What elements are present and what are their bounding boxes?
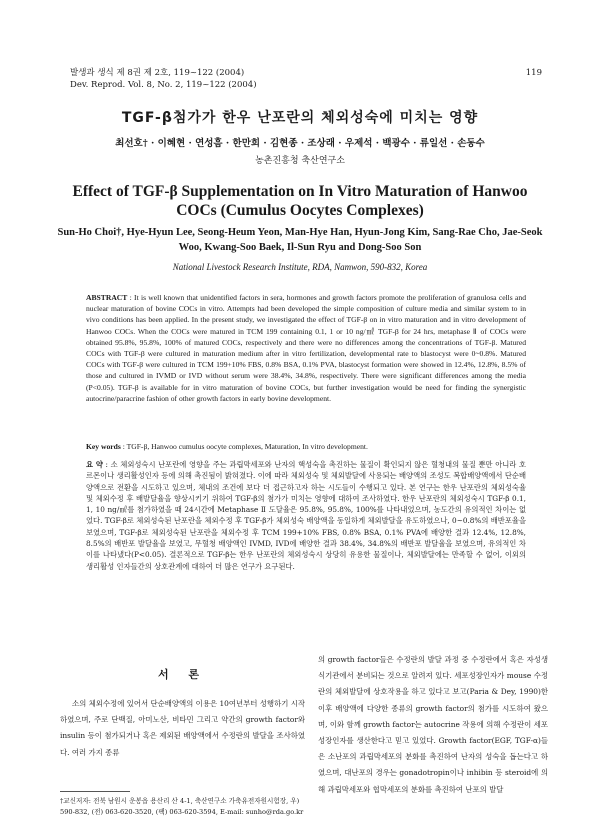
korean-summary-text: : 소 체외성숙시 난포란에 영향을 주는 과립막세포와 난자의 핵성숙을 촉진하는 물질이 확인되지 않은 혈청내의 물질 뿐만 아니라 호르몬이나 생리활성인자 등에 의해 촉진됨이 밝혀졌다. 이에 따라 체외성숙 및 체외발달에 사용되는 배양액의 조성도 복합배양액에서 단순배양액으로 전환을 시도하고 있으며, 체내의 조건에 보다 더 접근하고자 하는 시도들이 수행되고 있다. 본 연구는 한우 난포란의 체외성숙율 및 체외수정 후 배발달율을 향상시키기 위하여 TGF-β의 첨가가 미치는 영향에 대하여 조사하였다. 한우 난포란의 체외성숙시 TGF-β 0.1, 1, 10 ng/㎖를 첨가하였을 때 24시간에 Metaphase Ⅱ 도달율은 95.8%, 95.8%, 100%를 나타내었으며, 농도간의 유의적인 차이는 없었다. TGF-β로 체외성숙된 난포란을 체외수정 후 TGF-β가 체외성숙 배양액을 동일하게 체외발달을 유도하였으나, 0~0.8%의 배반포율을 보였으며, TGF-β로 체외성숙된 난포란을 체외수정 후 TCM 199+10% FBS, 0.8% BSA, 0.1% PVA에 배양한 결과 12.4%, 12.8%, 8.5%의 배반포 발달율을 보였고, 무혈청 배양액인 IVMD, IVD에 배양한 결과 38.4%, 34.8%의 배반포 발달율을 보였으며, 유의적인 차이를 나타냈다(P<0.05). 결론적으로 TGF-β는 한우 난포란의 체외성숙시 상당히 유용한 물질이나, 체외발달에는 만족할 수 없어, 이외의 생리활성 인자들간의 상호관계에 대하여 더 많은 연구가 요구된다.: [86, 460, 526, 571]
korean-authors: 최선호† · 이혜현 · 연성흠 · 한만희 · 김현종 · 조상래 · 우제석 · 백광수 · 류일선 · 손동수: [115, 138, 485, 149]
korean-affiliation: 농촌진흥청 축산연구소: [255, 156, 345, 166]
english-affiliation: National Livestock Research Institute, RDA, Namwon, 590-832, Korea: [172, 262, 428, 272]
abstract-label: ABSTRACT: [86, 293, 128, 302]
english-authors: Sun-Ho Choi†, Hye-Hyun Lee, Seong-Heum Yeon, Man-Hye Han, Hyun-Jong Kim, Sang-Rae Cho, Jae-Seok Woo, Kwang-Soo Baek, Il-Sun Ryu and Dong-Soo Son: [57, 227, 543, 253]
introduction-right-column: 의 growth factor들은 수정란의 발달 과정 중 수정란에서 혹은 자성생식기관에서 분비되는 것으로 알려져 있다. 세포성장인자가 mouse 수정란의 체외발달에 상호작용을 하고 있다고 보고(Paria & Dey, 1990)한 이후 배양액에 다양한 종류의 growth factor의 첨가를 시도하여 왔으며, 이와 함께 growth factor는 autocrine 작용에 의해 수정란이 세포 성장인자를 생산한다고 믿고 있었다. Growth factor(EGF, TGF-α)들은 소난포의 과립막세포의 분화를 촉진하여 난자의 성숙을 돕는다고 하였으며, 대난포의 경우는 gonadotropin이나 inhibin 등 steroid에 의해 과립막세포와 협막세포의 분화를 촉진하여 난포의 발달: [318, 655, 548, 794]
korean-summary-label: 요 약: [86, 460, 103, 469]
abstract: [86, 292, 526, 404]
footnote-divider: [60, 791, 130, 792]
keywords: [86, 441, 526, 452]
korean-summary: [86, 459, 526, 572]
section-heading-introduction: 서 론: [157, 668, 208, 681]
journal-header-korean: 발생과 생식 제 8권 제 2호, 119~122 (2004): [70, 68, 245, 78]
journal-header-english: Dev. Reprod. Vol. 8, No. 2, 119~122 (2004): [70, 80, 257, 90]
page-number: 119: [525, 68, 542, 78]
korean-title: TGF-β첨가가 한우 난포란의 체외성숙에 미치는 영향: [121, 110, 479, 126]
introduction-left-column: 소의 체외수정에 있어서 단순배양액의 이용은 10여년부터 성행하기 시작하였으며, 주로 단백질, 아미노산, 비타민 그리고 약간의 growth factor와 insulin 등이 첨가되거나 혹은 제외된 배양액에서 수정란의 발달을 조사하였다. 여러 가지 종류: [60, 699, 305, 757]
keywords-text: : TGF-β, Hanwoo cumulus oocyte complexes, Maturation, In vitro development.: [120, 442, 368, 451]
english-title: Effect of TGF-β Supplementation on In Vitro Maturation of Hanwoo COCs (Cumulus Oocytes Complexes): [72, 183, 528, 219]
abstract-text: : It is well known that unidentified factors in sera, hormones and growth factors promote the proliferation of granulosa cells and nuclear maturation of bovine COCs in vitro. Attempts had been developed the simple composition of culture media and similar system to in vivo conditions has been applied. In the present study, we investigated the effect of TGF-β on in vitro maturation and in vitro development of Hanwoo COCs. When the COCs were matured in TCM 199 containing 0.1, 1 or 10 ng/㎖ TGF-β for 24 hrs, metaphase Ⅱ of COCs were obtained 95.8%, 95.8%, 100% of matured COCs, respectively and there were no differences among the concentrations of TGF-β. Matured COCs with TGF-β were cultured in maturation medium after in vitro fertilization, developmental rate to blastocyst were 0~0.8%. Matured COCs with TGF-β were cultured in TCM 199+10% FBS, 0.8% BSA, 0.1% PVA, blastocyst formation were showed in 12.4%, 12.8%, 8.5% of those and cultured in IVMD or IVD without serum were 38.4%, 34.8%, respectively. There were significant differences among the media (P<0.05). TGF-β is available for in vitro maturation of bovine COCs, but further investigation would be need for finding the synergistic autocrine/paracrine fashion of other growth factors in early bovine development.: [86, 293, 526, 403]
correspondence-footnote: †교신저자: 전북 남원시 운봉읍 용산리 산 4-1, 축산연구소 가축유전자원시험장, 우) 590-832, (전) 063-620-3520, (팩) 063-620-3594, E-mail: sunho@rda.go.kr: [60, 797, 304, 816]
keywords-label: Key words: [86, 442, 121, 451]
